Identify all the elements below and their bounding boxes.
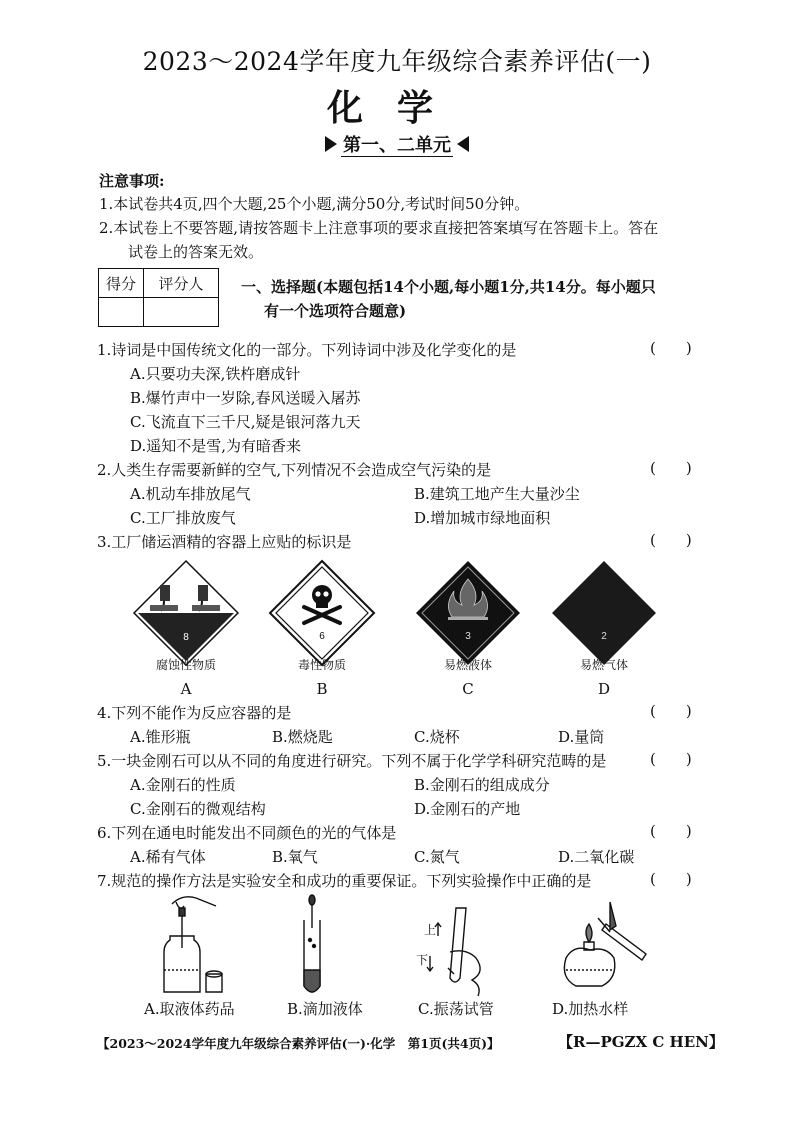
q2-option-b: B.建筑工地产生大量沙尘 [414, 485, 580, 503]
q1-stem: 1.诗词是中国传统文化的一部分。下列诗词中涉及化学变化的是 [97, 341, 517, 359]
sign-a-caption: 腐蚀性物质 [155, 658, 216, 672]
sign-d-caption: 易燃气体 [579, 658, 628, 672]
q2-answer-paren: ( ) [650, 459, 692, 477]
sign-b-letter: B [316, 680, 328, 698]
sign-c-letter: C [462, 680, 474, 698]
q4-option-d: D.量筒 [558, 728, 605, 746]
q4-answer-paren: ( ) [650, 702, 692, 720]
toxic-sign-icon [270, 561, 374, 665]
q7-answer-paren: ( ) [650, 870, 692, 888]
q1-answer-paren: ( ) [650, 339, 692, 357]
sign-b-caption: 毒性物质 [297, 658, 346, 672]
q5-answer-paren: ( ) [650, 750, 692, 768]
sign-d-letter: D [597, 680, 611, 698]
unit-label [0, 131, 794, 157]
q5-stem: 5.一块金刚石可以从不同的角度进行研究。下列不属于化学学科研究范畴的是 [97, 752, 607, 770]
q2-option-a: A.机动车排放尾气 [130, 485, 251, 503]
heating-tube-icon [564, 902, 646, 986]
grader-cell [144, 298, 219, 327]
section1-heading-line2: 有一个选项符合题意) [264, 302, 407, 320]
exam-title: 2023～2024学年度九年级综合素养评估(一) [142, 47, 652, 76]
q1-option-b: B.爆竹声中一岁除,春风送暖入屠苏 [130, 389, 361, 407]
q1-option-d: D.遥知不是雪,为有暗香来 [130, 437, 302, 455]
q4-option-a: A.锥形瓶 [130, 728, 191, 746]
triangle-left-icon [457, 136, 469, 152]
q5-option-b: B.金刚石的组成成分 [414, 776, 550, 794]
q6-option-c: C.氮气 [414, 848, 460, 866]
q7-stem: 7.规范的操作方法是实验安全和成功的重要保证。下列实验操作中正确的是 [97, 872, 592, 890]
sign-b-number: 6 [319, 631, 325, 642]
score-table [98, 268, 219, 327]
sign-c-number: 3 [465, 631, 471, 642]
q6-option-b: B.氧气 [272, 848, 318, 866]
q7-option-c: C.振荡试管 [418, 1000, 494, 1018]
q5-option-d: D.金刚石的产地 [414, 800, 521, 818]
q2-option-d: D.增加城市绿地面积 [414, 509, 551, 527]
q7-option-d: D.加热水样 [552, 1000, 629, 1018]
subject-title: 化学 [326, 87, 467, 129]
q5-option-c: C.金刚石的微观结构 [130, 800, 266, 818]
q7-option-b: B.滴加液体 [287, 1000, 363, 1018]
q6-option-a: A.稀有气体 [130, 848, 206, 866]
down-label: 下 [416, 953, 429, 967]
sign-d-number: 2 [601, 631, 607, 642]
sign-a-number: 8 [183, 632, 189, 643]
footer-text: 【2023～2024学年度九年级综合素养评估(一)·化学 第1页(共4页)】 [97, 1036, 500, 1051]
triangle-right-icon [325, 136, 337, 152]
q6-option-d: D.二氧化碳 [558, 848, 635, 866]
lab-operations-figure [0, 890, 794, 1000]
score-cell [99, 298, 144, 327]
q6-answer-paren: ( ) [650, 822, 692, 840]
q5-option-a: A.金刚石的性质 [130, 776, 236, 794]
grader-header: 评分人 [144, 269, 219, 298]
corrosive-sign-icon [134, 561, 238, 665]
up-label: 上 [424, 923, 437, 937]
sign-c-caption: 易燃液体 [443, 658, 492, 672]
q1-option-a: A.只要功夫深,铁杵磨成针 [130, 365, 301, 383]
q1-option-c: C.飞流直下三千尺,疑是银河落九天 [130, 413, 361, 431]
q3-stem: 3.工厂储运酒精的容器上应贴的标识是 [97, 533, 352, 551]
q2-stem: 2.人类生存需要新鲜的空气,下列情况不会造成空气污染的是 [97, 461, 492, 479]
unit-text: 第一、二单元 [343, 135, 451, 156]
q3-answer-paren: ( ) [650, 531, 692, 549]
flammable-liquid-sign-icon [416, 561, 520, 665]
q4-option-c: C.烧杯 [414, 728, 460, 746]
q7-option-a: A.取液体药品 [144, 1000, 235, 1018]
section1-heading: 一、选择题(本题包括14个小题,每小题1分,共14分。每小题只 [241, 278, 656, 296]
q4-option-b: B.燃烧匙 [272, 728, 333, 746]
notice-item-2: 2.本试卷上不要答题,请按答题卡上注意事项的要求直接把答案填写在答题卡上。答在 [99, 219, 659, 237]
score-header: 得分 [99, 269, 144, 298]
notice-item-3: 试卷上的答案无效。 [128, 243, 264, 261]
hazard-signs [0, 555, 794, 675]
q4-stem: 4.下列不能作为反应容器的是 [97, 704, 292, 722]
sign-a-letter: A [180, 680, 192, 698]
notice-heading: 注意事项: [99, 172, 165, 190]
flammable-gas-sign-icon [552, 561, 656, 665]
dropper-bottle-icon [164, 897, 222, 992]
notice-item-1: 1.本试卷共4页,四个大题,25个小题,满分50分,考试时间50分钟。 [99, 195, 530, 213]
footer-code: 【R—PGZX C HEN】 [558, 1033, 724, 1051]
test-tube-dropper-icon [304, 895, 320, 992]
shaking-tube-icon [416, 908, 480, 996]
q6-stem: 6.下列在通电时能发出不同颜色的光的气体是 [97, 824, 397, 842]
q2-option-c: C.工厂排放废气 [130, 509, 236, 527]
